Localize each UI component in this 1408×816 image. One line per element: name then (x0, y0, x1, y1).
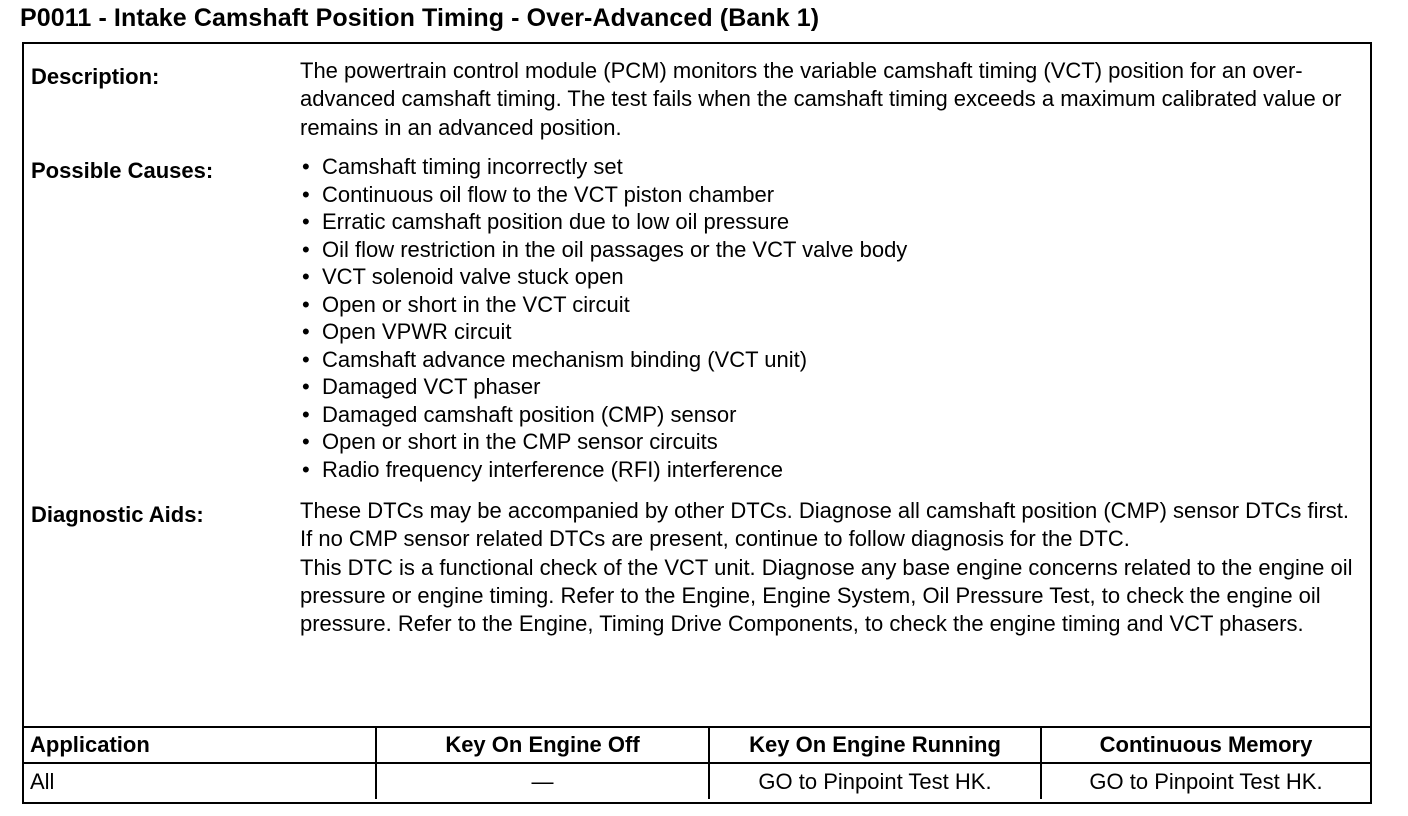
header-key-on-engine-running: Key On Engine Running (709, 727, 1041, 763)
page-title: P0011 - Intake Camshaft Position Timing - Over-Advanced (Bank 1) (20, 4, 820, 32)
table-row (24, 763, 1370, 799)
diagnostic-aids-label: Diagnostic Aids: (31, 502, 204, 527)
cell-application: All (24, 763, 376, 799)
cause-item: • Open or short in the VCT circuit (300, 291, 907, 319)
cause-item: • Open VPWR circuit (300, 318, 907, 346)
cause-item: • Damaged camshaft position (CMP) sensor (300, 401, 907, 429)
cell-continuous-memory: GO to Pinpoint Test HK. (1041, 763, 1370, 799)
cause-item: • Radio frequency interference (RFI) interference (300, 456, 907, 484)
table-header-row (24, 727, 1370, 763)
header-application: Application (24, 727, 376, 763)
diagnostic-aids-paragraph: This DTC is a functional check of the VCT unit. Diagnose any base engine concerns related to the engine oil pressure or engine timing. Refer to the Engine, Engine System, Oil Pressure Test, to check the engine oil pressure. Refer to the Engine, Timing Drive Components, to check the engine timing and VCT phasers. (300, 554, 1353, 637)
header-key-on-engine-off: Key On Engine Off (376, 727, 709, 763)
cause-item: • VCT solenoid valve stuck open (300, 263, 907, 291)
cause-item: • Camshaft timing incorrectly set (300, 153, 907, 181)
cause-item: • Open or short in the CMP sensor circuits (300, 428, 907, 456)
application-table (24, 726, 1370, 799)
possible-causes-list (300, 153, 907, 483)
cause-item: • Continuous oil flow to the VCT piston chamber (300, 181, 907, 209)
description-text: The powertrain control module (PCM) monitors the variable camshaft timing (VCT) position for an over-advanced camshaft timing. The test fails when the camshaft timing exceeds a maximum calibrated value or remains in an advanced position. (300, 58, 1342, 140)
diagnostic-aids-paragraph: These DTCs may be accompanied by other DTCs. Diagnose all camshaft position (CMP) sensor DTCs first. If no CMP sensor related DTCs are present, continue to follow diagnosis for the DTC. (300, 498, 1350, 552)
possible-causes-label: Possible Causes: (31, 158, 214, 183)
description-label: Description: (31, 64, 160, 89)
cause-item: • Damaged VCT phaser (300, 373, 907, 401)
cell-key-on-engine-running: GO to Pinpoint Test HK. (709, 763, 1041, 799)
diagnostic-aids-text (300, 497, 1366, 638)
cause-item: • Oil flow restriction in the oil passages or the VCT valve body (300, 236, 907, 264)
cell-key-on-engine-off: — (376, 763, 709, 799)
cause-item: • Camshaft advance mechanism binding (VCT unit) (300, 346, 907, 374)
cause-item: • Erratic camshaft position due to low oil pressure (300, 208, 907, 236)
dtc-info-box (22, 42, 1372, 804)
header-continuous-memory: Continuous Memory (1041, 727, 1370, 763)
